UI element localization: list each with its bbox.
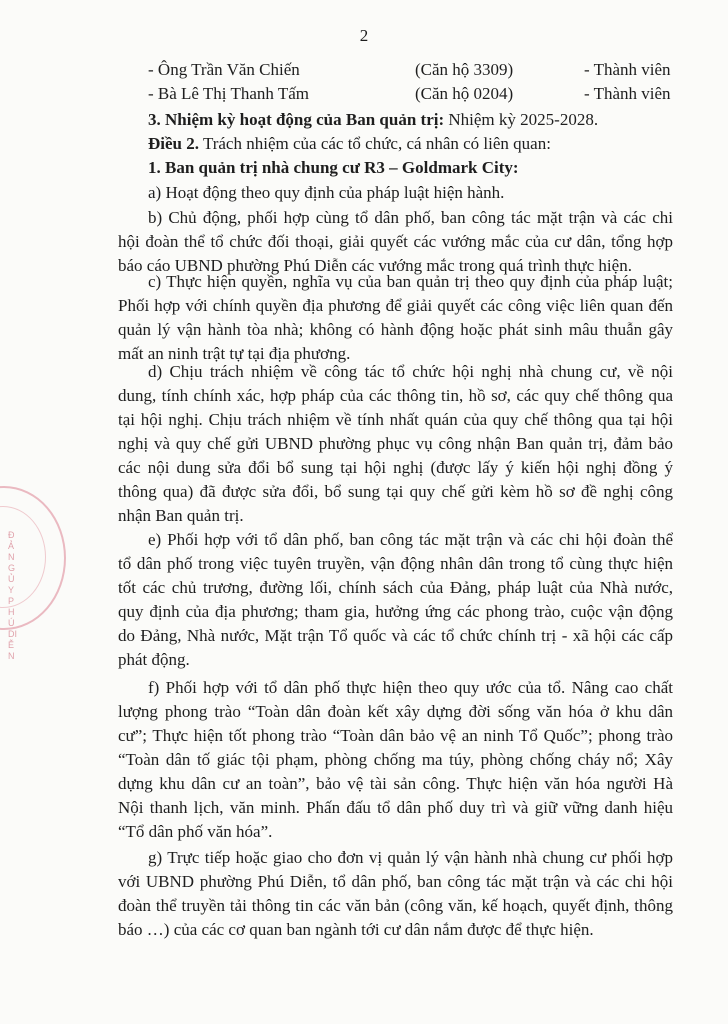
paragraph-line: c) Thực hiện quyền, nghĩa vụ của ban quản trị theo quy định của pháp luật;	[148, 272, 673, 291]
paragraph-line: mất an ninh trật tự tại địa phương.	[118, 344, 351, 363]
member-apartment: (Căn hộ 3309)	[415, 60, 514, 79]
member-role: - Thành viên	[584, 60, 671, 79]
member-name: - Bà Lê Thị Thanh Tấm	[148, 84, 309, 103]
paragraph-line: báo cáo UBND phường Phú Diễn các vướng mắc trong quá trình thực hiện.	[118, 256, 632, 275]
article-heading: Điều 2.	[148, 134, 199, 153]
seal-lettering: ĐẢNG ỦY PHÚ DIỄN	[8, 530, 17, 661]
section-heading: 1. Ban quản trị nhà chung cư R3 – Goldmark City:	[148, 158, 519, 177]
paragraph-line: d) Chịu trách nhiệm về công tác tổ chức hội nghị nhà chung cư, về nội	[148, 362, 673, 381]
paragraph-line: thông qua) đã được sửa đổi, bổ sung tại quy chế gửi kèm hồ sơ đề nghị công	[118, 482, 673, 501]
article-text: Trách nhiệm của các tổ chức, cá nhân có liên quan:	[199, 134, 551, 153]
member-row	[0, 60, 728, 84]
member-row	[0, 84, 728, 108]
paragraph-line: tại hội nghị. Chịu trách nhiệm về tính nhất quán của quy chế thông qua tại hội	[118, 410, 673, 429]
paragraph-line: Phối hợp với chính quyền địa phương để giải quyết các công việc liên quan đến	[118, 296, 673, 315]
paragraph-line: nghị và quy chế gửi UBND phường phục vụ công nhận Ban quản trị, đảm bảo	[118, 434, 673, 453]
paragraph-line: “Toàn dân tố giác tội phạm, phòng chống ma túy, phòng chống cháy nổ; Xây	[118, 750, 673, 769]
member-apartment: (Căn hộ 0204)	[415, 84, 514, 103]
paragraph-line: “Tổ dân phố văn hóa”.	[118, 822, 273, 841]
paragraph-line: với UBND phường Phú Diễn, tổ dân phố, ban công tác mặt trận và các chi hội	[118, 872, 673, 891]
paragraph-line: g) Trực tiếp hoặc giao cho đơn vị quản lý vận hành nhà chung cư phối hợp	[148, 848, 673, 867]
paragraph-line: Nội thanh lịch, văn minh. Phấn đấu tổ dân phố duy trì và giữ vững danh hiệu	[118, 798, 673, 817]
term-heading: 3. Nhiệm kỳ hoạt động của Ban quản trị:	[148, 110, 445, 129]
paragraph-line: đoàn thể truyền tải thông tin các văn bản (công văn, kế hoạch, quyết định, thông	[118, 896, 673, 915]
paragraph-line: f) Phối hợp với tổ dân phố thực hiện theo quy ước của tổ. Nâng cao chất	[148, 678, 673, 697]
paragraph-line: hội đoàn thể tổ chức đối thoại, giải quyết các vướng mắc của cư dân, tổng hợp	[118, 232, 673, 251]
paragraph-line: dựng khu dân cư an toàn”, bảo vệ tài sản công. Thực hiện văn hóa người Hà	[118, 774, 673, 793]
paragraph-line: quản lý vận hành tòa nhà; không có hành động hoặc phát sinh mâu thuẫn gây	[118, 320, 673, 339]
member-role: - Thành viên	[584, 84, 671, 103]
term-value: Nhiệm kỳ 2025-2028.	[444, 110, 599, 129]
paragraph-line: cư”; Thực hiện tốt phong trào “Toàn dân bảo vệ an ninh Tổ Quốc”; phong trào	[118, 726, 673, 745]
paragraph-line: lượng phong trào “Toàn dân đoàn kết xây dựng đời sống văn hóa ở khu dân	[118, 702, 673, 721]
paragraph-line: a) Hoạt động theo quy định của pháp luật hiện hành.	[148, 183, 505, 202]
paragraph-line: do Đảng, Nhà nước, Mặt trận Tổ quốc và các tổ chức chính trị - xã hội các cấp	[118, 626, 673, 645]
paragraph-line: nhận Ban quản trị.	[118, 506, 244, 525]
paragraph-line: dung, tính chính xác, hợp pháp của các thông tin, hồ sơ, các quy chế thông qua	[118, 386, 673, 405]
term-line	[148, 108, 673, 132]
paragraph-line: phát động.	[118, 650, 190, 669]
paragraph-line: tổ dân phố trong việc tuyên truyền, vận động nhân dân trong tổ cùng thực hiện	[118, 554, 673, 573]
paragraph-line: quy định của địa phương; tham gia, hưởng ứng các phong trào, cuộc vận động	[118, 602, 673, 621]
page-number: 2	[359, 26, 369, 45]
paragraph-line: tốt các chủ trương, đường lối, chính sách của Đảng, pháp luật của Nhà nước,	[118, 578, 673, 597]
paragraph-line: e) Phối hợp với tổ dân phố, ban công tác mặt trận và các chi hội đoàn thể	[148, 530, 673, 549]
article-line	[148, 132, 673, 156]
member-name: - Ông Trần Văn Chiến	[148, 60, 300, 79]
paragraph-line: b) Chủ động, phối hợp cùng tổ dân phố, ban công tác mặt trận và các chi	[148, 208, 673, 227]
paragraph-line: các nội dung sửa đổi bổ sung tại hội nghị (được lấy ý kiến hội nghị đồng ý	[118, 458, 673, 477]
paragraph-line: báo …) của các cơ quan ban ngành tới cư dân nắm được để thực hiện.	[118, 920, 594, 939]
